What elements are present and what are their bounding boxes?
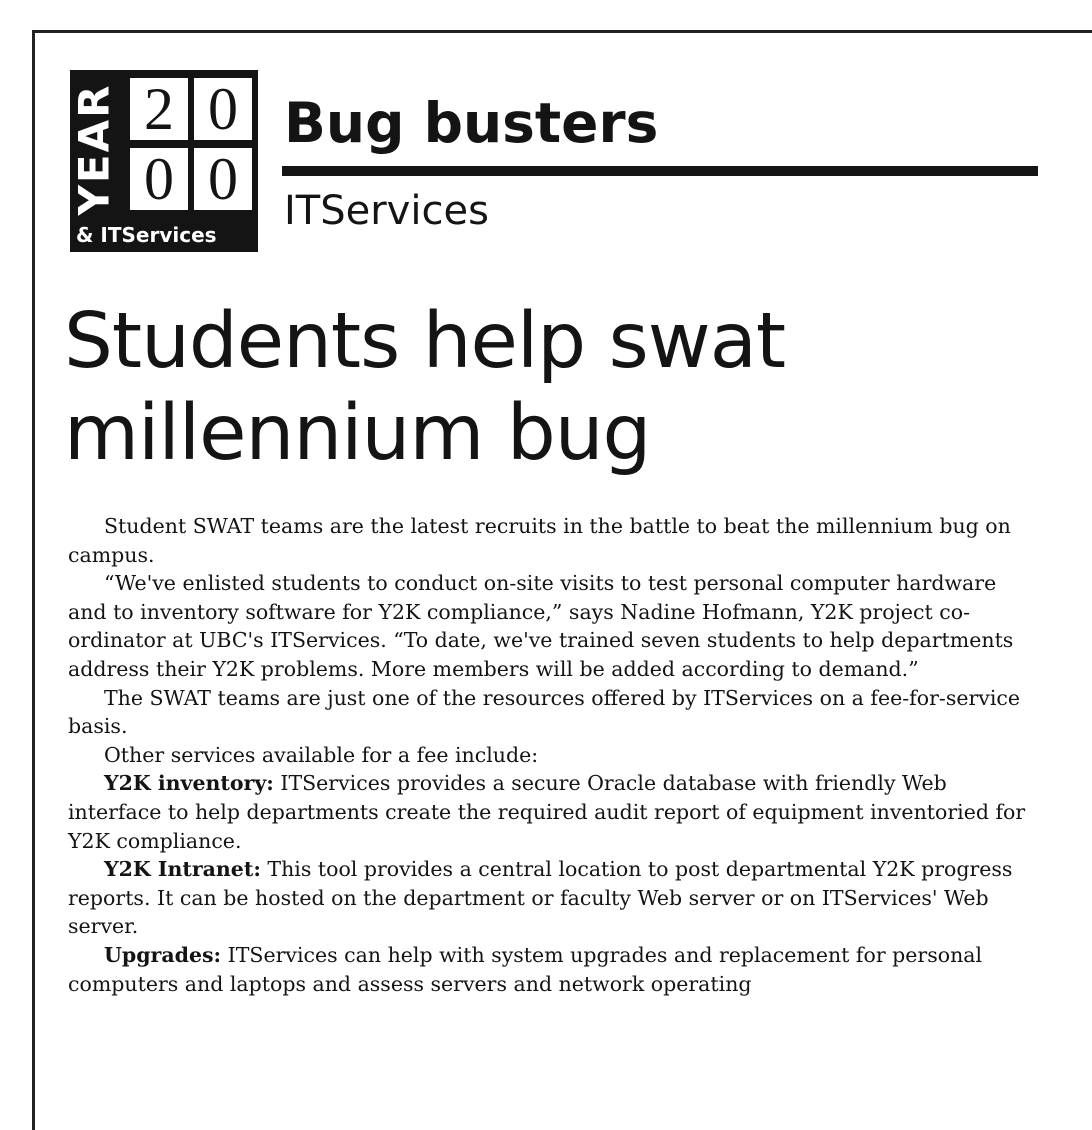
paragraph-text: This tool provides a central location to post departmental Y2K progress reports. It can be hosted on the department or faculty Web server or on ITServices' Web server. — [68, 857, 1013, 939]
logo-digit: 0 — [194, 148, 252, 210]
article-body — [68, 512, 1038, 998]
body-paragraph — [68, 512, 1038, 569]
paragraph-lead: Y2K inventory: — [104, 771, 274, 796]
logo-year-text-box — [70, 78, 118, 220]
body-paragraph — [68, 741, 1038, 770]
paragraph-lead: Y2K Intranet: — [104, 857, 261, 882]
paragraph-lead: Upgrades: — [104, 942, 222, 967]
body-paragraph — [68, 569, 1038, 683]
paragraph-text: The SWAT teams are just one of the resources offered by ITServices on a fee-for-service basis. — [68, 685, 1021, 739]
logo-year-text: YEAR — [69, 83, 119, 215]
logo-subtitle: & ITServices — [76, 223, 217, 247]
paragraph-text: Other services available for a fee include: — [104, 742, 539, 767]
body-paragraph — [68, 769, 1038, 855]
paragraph-text: ITServices can help with system upgrades and replacement for personal computers and laptops and assess servers and network operating — [68, 942, 983, 996]
logo-digit: 0 — [130, 148, 188, 210]
body-paragraph — [68, 855, 1038, 941]
article-headline: Students help swat millennium bug — [64, 297, 786, 478]
header-divider — [282, 166, 1038, 176]
logo-digit: 0 — [194, 78, 252, 140]
year-2000-logo — [70, 70, 258, 252]
column-title: Bug busters — [284, 91, 659, 155]
body-paragraph — [68, 941, 1038, 998]
logo-digit: 2 — [130, 78, 188, 140]
paragraph-text: ITServices provides a secure Oracle database with friendly Web interface to help departments create the required audit report of equipment inventoried for Y2K compliance. — [68, 771, 1026, 853]
column-subtitle: ITServices — [284, 188, 489, 234]
paragraph-text: Student SWAT teams are the latest recruits in the battle to beat the millennium bug on campus. — [68, 514, 1011, 567]
body-paragraph — [68, 684, 1038, 741]
paragraph-text: “We've enlisted students to conduct on-site visits to test personal computer hardware and to inventory software for Y2K compliance,” says Nadine Hofmann, Y2K project co-ordinator at UBC's ITServices. “To date, we've trained seven students to help departments address their Y2K problems. More members will be added according to demand.” — [68, 571, 1014, 681]
